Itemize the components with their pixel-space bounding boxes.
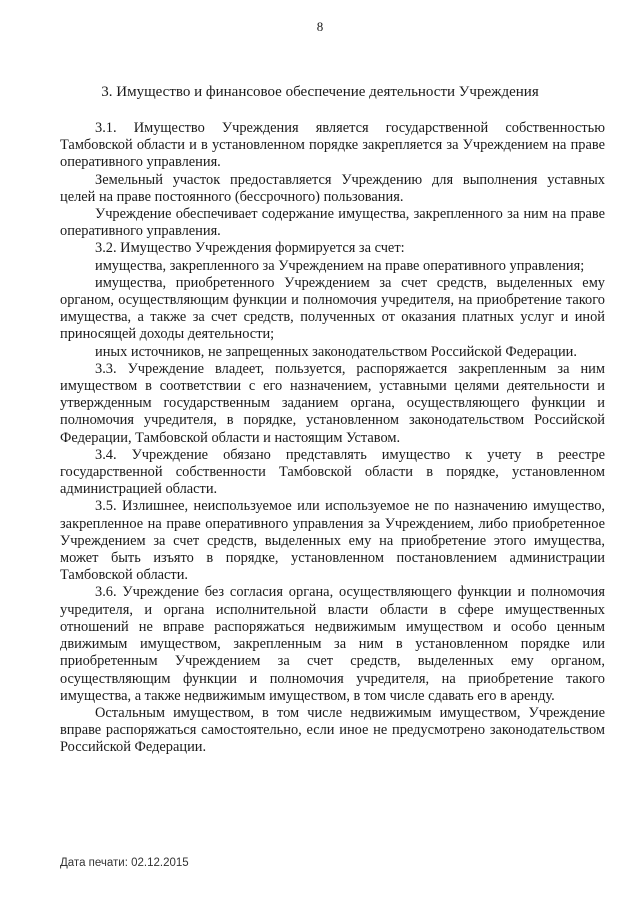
page-number: 8	[316, 19, 324, 34]
paragraph: Земельный участок предоставляется Учреждению для выполнения уставных целей на праве постоянного (бессрочного) пользования.	[60, 171, 605, 205]
paragraph: 3.5. Излишнее, неиспользуемое или используемое не по назначению имущество, закрепленное на праве оперативного управления за Учреждением, либо приобретенное Учреждением за счет средств, выделенных ему на приобретение этого имущества, может быть изъято в порядке, установленном постановлением администрации Тамбовской области.	[60, 498, 605, 584]
paragraph: 3.1. Имущество Учреждения является государственной собственностью Тамбовской области и в установленном порядке закрепляется за Учреждением на праве оперативного управления.	[60, 120, 605, 171]
paragraph: имущества, приобретенного Учреждением за счет средств, выделенных ему органом, осуществляющим функции и полномочия учредителя, на приобретение такого имущества, а также за счет средств, полученных от оказания платных услуг и иной приносящей доходы деятельности;	[60, 274, 605, 343]
print-date: Дата печати: 02.12.2015	[60, 857, 189, 869]
paragraph: Учреждение обеспечивает содержание имущества, закрепленного за ним на праве оперативного управления.	[60, 206, 605, 240]
paragraph: 3.4. Учреждение обязано представлять имущество к учету в реестре государственной собственности Тамбовской области в порядке, установленном администрацией области.	[60, 446, 605, 498]
paragraph: имущества, закрепленного за Учреждением на праве оперативного управления;	[95, 257, 585, 274]
section-title: 3. Имущество и финансовое обеспечение деятельности Учреждения	[101, 84, 539, 100]
paragraph: 3.3. Учреждение владеет, пользуется, распоряжается закрепленным за ним имуществом в соответствии с его назначением, уставными целями деятельности и утвержденным государственным заданием органа, осуществляющего функции и полномочия учредителя, в порядке, установленном законодательством Российской Федерации, Тамбовской области и настоящим Уставом.	[60, 360, 605, 446]
document-body	[60, 120, 605, 757]
paragraph: Остальным имуществом, в том числе недвижимым имуществом, Учреждение вправе распоряжаться самостоятельно, если иное не предусмотрено законодательством Российской Федерации.	[60, 704, 605, 756]
paragraph: 3.6. Учреждение без согласия органа, осуществляющего функции и полномочия учредителя, и органа исполнительной власти области в сфере имущественных отношений не вправе распоряжаться недвижимым имуществом и особо ценным движимым имуществом, закрепленным за ним в установленном порядке или приобретенным Учреждением за счет средств, выделенных ему органом, осуществляющим функции и полномочия учредителя, на приобретение такого имущества, а также недвижимым имуществом, в том числе сдавать его в аренду.	[60, 584, 605, 704]
paragraph: 3.2. Имущество Учреждения формируется за счет:	[95, 240, 405, 257]
paragraph: иных источников, не запрещенных законодательством Российской Федерации.	[95, 343, 577, 360]
